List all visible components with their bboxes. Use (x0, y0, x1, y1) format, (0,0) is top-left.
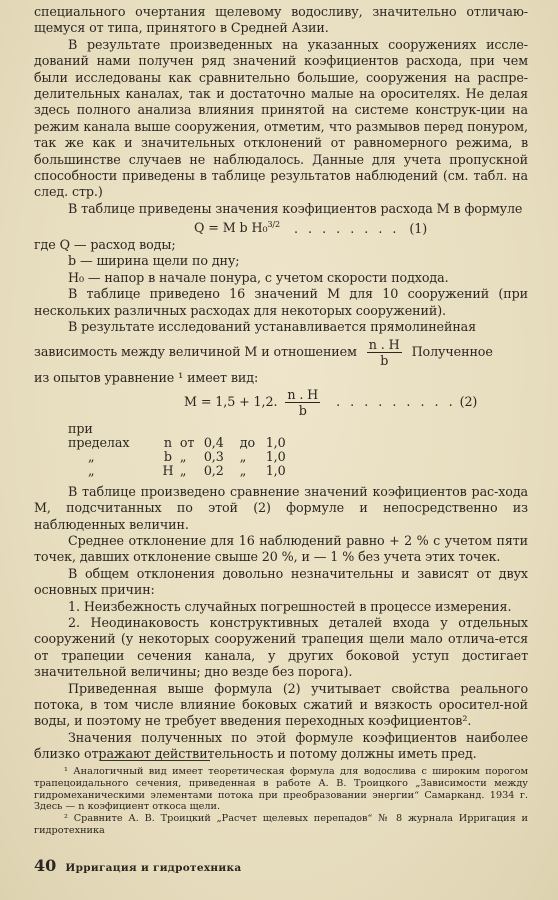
paragraph: из опытов уравнение ¹ имеет вид: (34, 370, 259, 386)
paragraph: В результате произведенных на указанных сооружениях иссле-дований нами получен ряд значений коэфициентов расхода, при чем были исследованы как сравнительно большие, сооружения на распре-делительных каналах, так и достаточно малые на оросителях. Не делая здесь полного анализа влияния принятой на системе конструк-ции на режим канала выше сооружения, отметим, что размывов перед понуром, так же как и значительных отклонений от равномерного режима, в большинстве случаев не наблюдалось. Данные для учета пропускной способности приведены в таблице результатов наблюдений (см. табл. на след. стр.) (34, 36, 528, 200)
limits-row (68, 450, 528, 464)
formula-1-dots: . . . . . . . . (293, 220, 400, 236)
paragraph: b — ширина щели по дну; (68, 253, 240, 269)
limits-from-word: „ (179, 448, 187, 464)
limits-row (68, 422, 528, 450)
limits-prefix: „ (88, 462, 95, 478)
footnote-2: ² Сравните А. В. Троицкий „Расчет щелевых перепадов“ № 8 журнала Ирригация и гидротехника (34, 813, 528, 836)
paragraph: специального очертания щелевому водосливу, значительно отличаю-щемуся от типа, принятого в Средней Азии. (34, 4, 528, 36)
formula-1-exponent: 3/2 (267, 220, 281, 230)
journal-title: Ирригация и гидротехника (65, 862, 242, 874)
paragraph: В результате исследований устанавливается прямолинейная (68, 318, 477, 334)
ratio-denominator: b (380, 353, 389, 369)
limits-to-word: „ (239, 462, 247, 478)
formula-1 (34, 217, 528, 237)
paragraph: Среднее отклонение для 16 наблюдений равно + 2 % с учетом пяти точек, давших отклонение свыше 20 %, и — 1 % без учета этих точек. (34, 532, 528, 565)
ratio-line (34, 337, 528, 368)
limits-to: 1,0 (265, 462, 286, 478)
paragraph: Значения полученных по этой формуле коэфициентов наиболее близко отражают действительность и потому должны иметь пред. (34, 729, 528, 762)
formula-2 (34, 387, 528, 418)
limits-to: 1,0 (265, 434, 286, 450)
page-footer (34, 856, 528, 876)
paragraph: В таблице приведены значения коэфициентов расхода М в формуле (68, 200, 523, 216)
paragraph: H₀ — напор в начале понура, с учетом скорости подхода. (68, 269, 449, 285)
paragraph: В общем отклонения довольно незначительны и зависят от двух основных причин: (34, 565, 528, 598)
limits-row (68, 464, 528, 478)
ratio-line-text: зависимость между величиной М и отношением (34, 344, 357, 360)
footnote-1: ¹ Аналогичный вид имеет теоретическая формула для водослива с широким порогом трапецоидального сечения, приведенная в работе А. В. Троицкого „Зависимости между гидромеханическими элементами потока при преобразовании энергии“ Самарканд. 1934 г. Здесь — n коэфициент откоса щели. (34, 766, 528, 813)
ratio-numerator: n . H (368, 337, 400, 353)
formula-2-fraction (285, 387, 320, 418)
paragraph: Приведенная выше формула (2) учитывает свойства реального потока, в том числе влияние боковых сжатий и вязкость оросител-ной воды, и поэтому не требует введения переходных коэфициентов². (34, 680, 528, 729)
formula-2-left: M = 1,5 + 1,2. (184, 393, 278, 409)
limits-var: n (163, 434, 172, 450)
paragraph: где Q — расход воды; (34, 236, 176, 252)
formula-2-numerator: n . H (287, 386, 319, 402)
formula-2-number: (2) (459, 393, 478, 409)
limits-prefix: „ (88, 448, 95, 464)
page-number: 40 (34, 856, 57, 875)
formula-1-number: (1) (409, 220, 428, 236)
limits-var: H (162, 462, 174, 478)
footnote-divider (100, 760, 210, 761)
limits-from: 0,2 (203, 462, 224, 478)
ratio-fraction (367, 337, 402, 368)
limits-block (68, 422, 528, 478)
formula-2-dots: . . . . . . . . . (336, 393, 456, 409)
paragraph: В таблице произведено сравнение значений коэфициентов рас-хода М, подсчитанных по этой (2) формуле и непосредственно из наблюденных величин. (34, 483, 528, 532)
limits-to: 1,0 (265, 448, 286, 464)
limits-to-word: „ (239, 448, 247, 464)
limits-from-word: „ (179, 462, 187, 478)
ratio-line-tail: Полученное (411, 344, 493, 360)
limits-from: 0,4 (203, 434, 224, 450)
formula-2-denominator: b (298, 402, 307, 418)
limits-var: b (163, 448, 172, 464)
footnotes (34, 766, 528, 837)
limits-from-word: от (179, 434, 195, 450)
list-item: 2. Неодинаковость конструктивных деталей входа у отдельных сооружений (у некоторых сооружений трапеция щели мало отлича-ется от трапеции сечения канала, у других боковой уступ достигает значительной величины; дно везде без порога). (34, 615, 528, 680)
list-item: 1. Неизбежность случайных погрешностей в процессе измерения. (68, 598, 512, 614)
formula-1-left: Q = M b H₀ (194, 220, 268, 236)
body-text (34, 4, 528, 763)
limits-prefix: при пределах (68, 420, 130, 450)
paragraph: В таблице приведено 16 значений М для 10 сооружений (при нескольких различных расходах для некоторых сооружений). (34, 286, 528, 318)
limits-from: 0,3 (203, 448, 224, 464)
limits-to-word: до (239, 434, 256, 450)
